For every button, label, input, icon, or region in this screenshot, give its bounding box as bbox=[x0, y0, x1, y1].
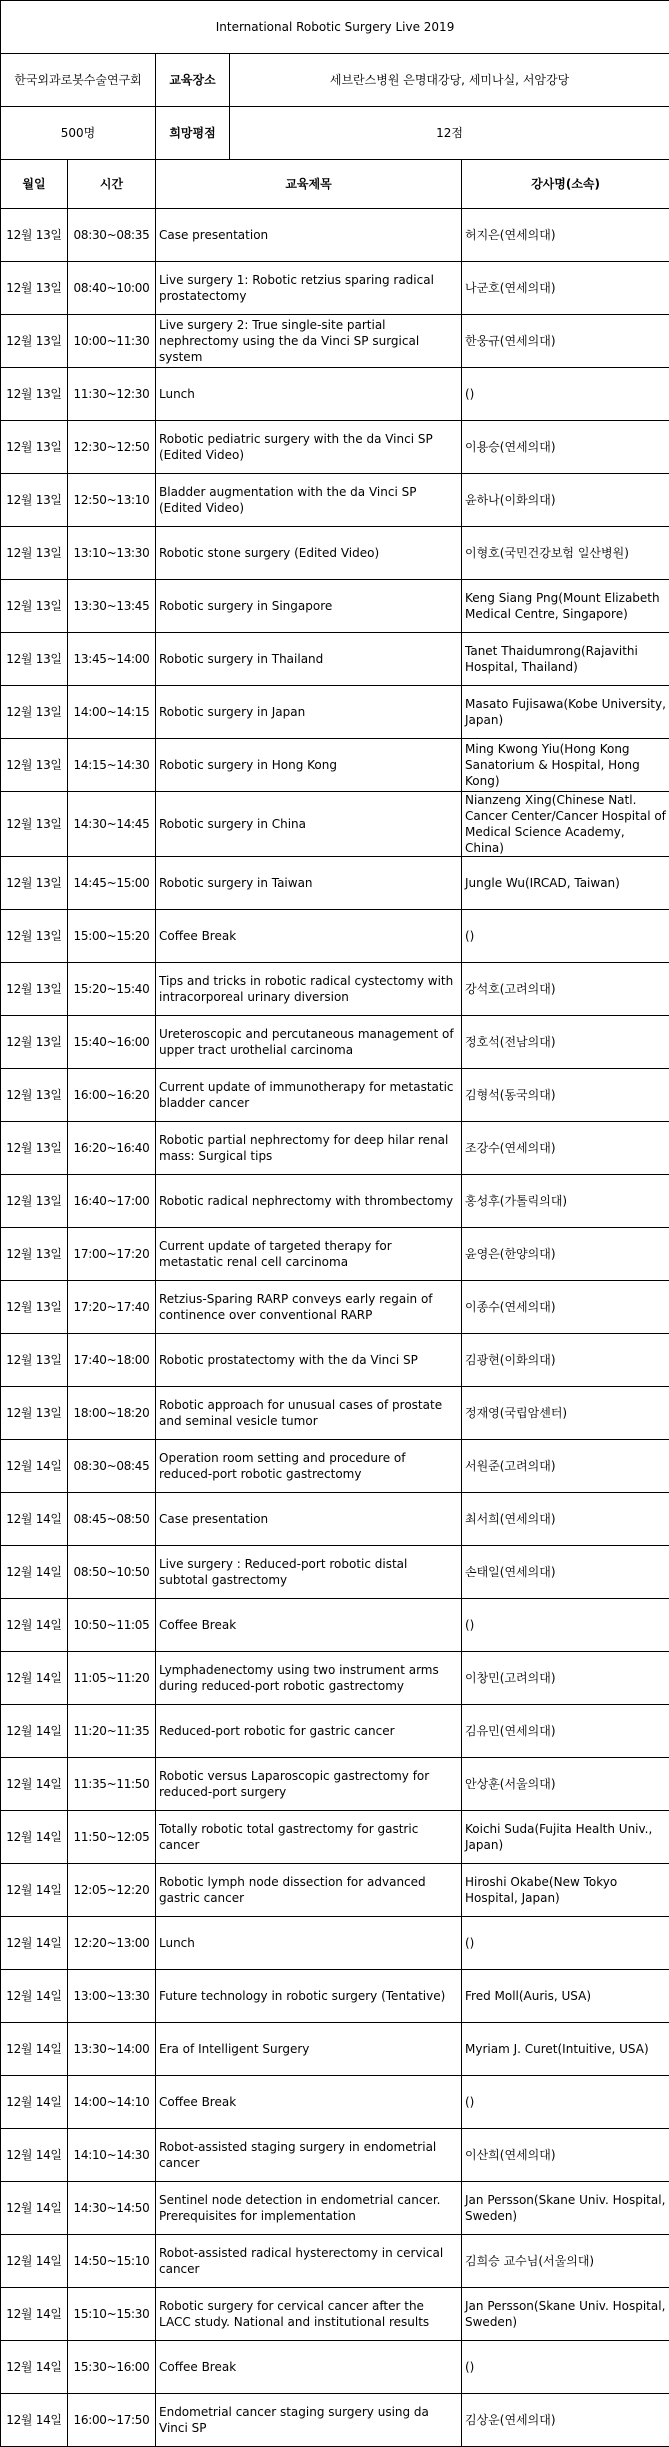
speaker-cell: 허지은(연세의대) bbox=[462, 209, 669, 262]
speaker-cell: 윤하나(이화의대) bbox=[462, 474, 669, 527]
speaker-cell: 손태일(연세의대) bbox=[462, 1546, 669, 1599]
schedule-body bbox=[1, 1, 669, 2447]
speaker-cell: 김상운(연세의대) bbox=[462, 2394, 669, 2447]
table-row bbox=[1, 1599, 669, 1652]
info-row-venue bbox=[1, 54, 669, 107]
date-cell: 12월 14일 bbox=[1, 1440, 68, 1493]
table-row bbox=[1, 686, 669, 739]
speaker-cell: 이형호(국민건강보험 일산병원) bbox=[462, 527, 669, 580]
topic-cell: Robotic versus Laparoscopic gastrectomy for reduced-port surgery bbox=[156, 1758, 462, 1811]
organizer-name: 한국외과로봇수술연구회 bbox=[1, 54, 156, 107]
date-cell: 12월 14일 bbox=[1, 2076, 68, 2129]
speaker-cell: Jungle Wu(IRCAD, Taiwan) bbox=[462, 857, 669, 910]
time-cell: 16:00~17:50 bbox=[68, 2394, 156, 2447]
speaker-cell: Tanet Thaidumrong(Rajavithi Hospital, Thailand) bbox=[462, 633, 669, 686]
time-cell: 11:35~11:50 bbox=[68, 1758, 156, 1811]
date-cell: 12월 13일 bbox=[1, 1122, 68, 1175]
time-cell: 15:00~15:20 bbox=[68, 910, 156, 963]
date-cell: 12월 13일 bbox=[1, 421, 68, 474]
time-cell: 13:10~13:30 bbox=[68, 527, 156, 580]
speaker-cell: Nianzeng Xing(Chinese Natl. Cancer Center/Cancer Hospital of Medical Science Academy, China) bbox=[462, 792, 669, 857]
topic-cell: Lunch bbox=[156, 368, 462, 421]
speaker-cell: () bbox=[462, 1917, 669, 1970]
date-cell: 12월 14일 bbox=[1, 2288, 68, 2341]
table-row bbox=[1, 963, 669, 1016]
topic-cell: Retzius-Sparing RARP conveys early regain of continence over conventional RARP bbox=[156, 1281, 462, 1334]
date-cell: 12월 13일 bbox=[1, 1228, 68, 1281]
date-cell: 12월 13일 bbox=[1, 686, 68, 739]
date-cell: 12월 14일 bbox=[1, 2182, 68, 2235]
speaker-cell: 나군호(연세의대) bbox=[462, 262, 669, 315]
date-cell: 12월 14일 bbox=[1, 1705, 68, 1758]
speaker-cell: 서원준(고려의대) bbox=[462, 1440, 669, 1493]
date-cell: 12월 14일 bbox=[1, 2129, 68, 2182]
time-cell: 14:10~14:30 bbox=[68, 2129, 156, 2182]
date-cell: 12월 14일 bbox=[1, 2235, 68, 2288]
date-cell: 12월 13일 bbox=[1, 262, 68, 315]
topic-cell: Coffee Break bbox=[156, 2076, 462, 2129]
speaker-cell: Myriam J. Curet(Intuitive, USA) bbox=[462, 2023, 669, 2076]
time-cell: 15:40~16:00 bbox=[68, 1016, 156, 1069]
topic-cell: Lymphadenectomy using two instrument arms during reduced-port robotic gastrectomy bbox=[156, 1652, 462, 1705]
topic-cell: Robotic stone surgery (Edited Video) bbox=[156, 527, 462, 580]
time-cell: 14:15~14:30 bbox=[68, 739, 156, 792]
time-cell: 08:45~08:50 bbox=[68, 1493, 156, 1546]
date-cell: 12월 13일 bbox=[1, 857, 68, 910]
date-cell: 12월 14일 bbox=[1, 1493, 68, 1546]
date-cell: 12월 13일 bbox=[1, 580, 68, 633]
table-row bbox=[1, 527, 669, 580]
time-cell: 17:40~18:00 bbox=[68, 1334, 156, 1387]
date-cell: 12월 13일 bbox=[1, 527, 68, 580]
table-row bbox=[1, 739, 669, 792]
table-row bbox=[1, 1864, 669, 1917]
topic-cell: Robot-assisted radical hysterectomy in cervical cancer bbox=[156, 2235, 462, 2288]
table-row bbox=[1, 209, 669, 262]
table-row bbox=[1, 2235, 669, 2288]
time-cell: 12:20~13:00 bbox=[68, 1917, 156, 1970]
time-cell: 16:00~16:20 bbox=[68, 1069, 156, 1122]
speaker-cell: Masato Fujisawa(Kobe University, Japan) bbox=[462, 686, 669, 739]
topic-cell: Robotic prostatectomy with the da Vinci SP bbox=[156, 1334, 462, 1387]
date-cell: 12월 13일 bbox=[1, 792, 68, 857]
topic-cell: Robotic surgery in Hong Kong bbox=[156, 739, 462, 792]
speaker-cell: Hiroshi Okabe(New Tokyo Hospital, Japan) bbox=[462, 1864, 669, 1917]
table-row bbox=[1, 2288, 669, 2341]
table-row bbox=[1, 2129, 669, 2182]
date-cell: 12월 13일 bbox=[1, 1387, 68, 1440]
speaker-cell: 윤영은(한양의대) bbox=[462, 1228, 669, 1281]
speaker-cell: () bbox=[462, 910, 669, 963]
speaker-cell: Koichi Suda(Fujita Health Univ., Japan) bbox=[462, 1811, 669, 1864]
time-cell: 10:00~11:30 bbox=[68, 315, 156, 368]
header-time: 시간 bbox=[68, 160, 156, 209]
time-cell: 14:00~14:15 bbox=[68, 686, 156, 739]
speaker-cell: 김희승 교수님(서울의대) bbox=[462, 2235, 669, 2288]
time-cell: 16:40~17:00 bbox=[68, 1175, 156, 1228]
topic-cell: Robotic approach for unusual cases of prostate and seminal vesicle tumor bbox=[156, 1387, 462, 1440]
time-cell: 17:00~17:20 bbox=[68, 1228, 156, 1281]
speaker-cell: () bbox=[462, 2076, 669, 2129]
topic-cell: Robotic radical nephrectomy with thrombectomy bbox=[156, 1175, 462, 1228]
time-cell: 11:20~11:35 bbox=[68, 1705, 156, 1758]
date-cell: 12월 14일 bbox=[1, 2341, 68, 2394]
date-cell: 12월 13일 bbox=[1, 1334, 68, 1387]
table-row bbox=[1, 633, 669, 686]
date-cell: 12월 14일 bbox=[1, 1917, 68, 1970]
time-cell: 15:10~15:30 bbox=[68, 2288, 156, 2341]
date-cell: 12월 14일 bbox=[1, 1546, 68, 1599]
topic-cell: Bladder augmentation with the da Vinci SP (Edited Video) bbox=[156, 474, 462, 527]
points-value: 12점 bbox=[230, 107, 669, 160]
topic-cell: Reduced-port robotic for gastric cancer bbox=[156, 1705, 462, 1758]
date-cell: 12월 13일 bbox=[1, 633, 68, 686]
time-cell: 08:50~10:50 bbox=[68, 1546, 156, 1599]
topic-cell: Robot-assisted staging surgery in endometrial cancer bbox=[156, 2129, 462, 2182]
date-cell: 12월 13일 bbox=[1, 474, 68, 527]
table-row bbox=[1, 792, 669, 857]
topic-cell: Coffee Break bbox=[156, 910, 462, 963]
time-cell: 08:40~10:00 bbox=[68, 262, 156, 315]
venue-value: 세브란스병원 은명대강당, 세미나실, 서암강당 bbox=[230, 54, 669, 107]
date-cell: 12월 13일 bbox=[1, 1175, 68, 1228]
time-cell: 13:30~14:00 bbox=[68, 2023, 156, 2076]
speaker-cell: Jan Persson(Skane Univ. Hospital, Sweden) bbox=[462, 2288, 669, 2341]
topic-cell: Case presentation bbox=[156, 209, 462, 262]
speaker-cell: 이창민(고려의대) bbox=[462, 1652, 669, 1705]
table-row bbox=[1, 1228, 669, 1281]
speaker-cell: 강석호(고려의대) bbox=[462, 963, 669, 1016]
table-row bbox=[1, 474, 669, 527]
header-topic: 교육제목 bbox=[156, 160, 462, 209]
time-cell: 08:30~08:45 bbox=[68, 1440, 156, 1493]
venue-label: 교육장소 bbox=[156, 54, 230, 107]
table-row bbox=[1, 1387, 669, 1440]
topic-cell: Current update of targeted therapy for metastatic renal cell carcinoma bbox=[156, 1228, 462, 1281]
speaker-cell: Keng Siang Png(Mount Elizabeth Medical Centre, Singapore) bbox=[462, 580, 669, 633]
table-row bbox=[1, 315, 669, 368]
date-cell: 12월 14일 bbox=[1, 2394, 68, 2447]
time-cell: 10:50~11:05 bbox=[68, 1599, 156, 1652]
header-speaker: 강사명(소속) bbox=[462, 160, 669, 209]
topic-cell: Robotic surgery for cervical cancer after the LACC study. National and institutional results bbox=[156, 2288, 462, 2341]
time-cell: 11:05~11:20 bbox=[68, 1652, 156, 1705]
date-cell: 12월 13일 bbox=[1, 1281, 68, 1334]
speaker-cell: 김유민(연세의대) bbox=[462, 1705, 669, 1758]
speaker-cell: Jan Persson(Skane Univ. Hospital, Sweden) bbox=[462, 2182, 669, 2235]
speaker-cell: 최서희(연세의대) bbox=[462, 1493, 669, 1546]
column-header-row bbox=[1, 160, 669, 209]
topic-cell: Live surgery 1: Robotic retzius sparing radical prostatectomy bbox=[156, 262, 462, 315]
time-cell: 12:30~12:50 bbox=[68, 421, 156, 474]
topic-cell: Live surgery 2: True single-site partial nephrectomy using the da Vinci SP surgical system bbox=[156, 315, 462, 368]
speaker-cell: 이종수(연세의대) bbox=[462, 1281, 669, 1334]
time-cell: 14:00~14:10 bbox=[68, 2076, 156, 2129]
time-cell: 08:30~08:35 bbox=[68, 209, 156, 262]
table-row bbox=[1, 1652, 669, 1705]
table-row bbox=[1, 368, 669, 421]
date-cell: 12월 13일 bbox=[1, 739, 68, 792]
table-row bbox=[1, 1016, 669, 1069]
topic-cell: Case presentation bbox=[156, 1493, 462, 1546]
info-row-capacity bbox=[1, 107, 669, 160]
time-cell: 12:50~13:10 bbox=[68, 474, 156, 527]
date-cell: 12월 13일 bbox=[1, 1069, 68, 1122]
time-cell: 13:45~14:00 bbox=[68, 633, 156, 686]
date-cell: 12월 14일 bbox=[1, 1652, 68, 1705]
speaker-cell: Fred Moll(Auris, USA) bbox=[462, 1970, 669, 2023]
topic-cell: Robotic partial nephrectomy for deep hilar renal mass: Surgical tips bbox=[156, 1122, 462, 1175]
table-row bbox=[1, 1917, 669, 1970]
time-cell: 12:05~12:20 bbox=[68, 1864, 156, 1917]
topic-cell: Operation room setting and procedure of reduced-port robotic gastrectomy bbox=[156, 1440, 462, 1493]
topic-cell: Lunch bbox=[156, 1917, 462, 1970]
table-row bbox=[1, 857, 669, 910]
speaker-cell: 홍성후(가톨릭의대) bbox=[462, 1175, 669, 1228]
topic-cell: Robotic surgery in Thailand bbox=[156, 633, 462, 686]
time-cell: 11:50~12:05 bbox=[68, 1811, 156, 1864]
speaker-cell: 정재영(국립암센터) bbox=[462, 1387, 669, 1440]
date-cell: 12월 14일 bbox=[1, 1599, 68, 1652]
table-row bbox=[1, 1811, 669, 1864]
header-date: 월일 bbox=[1, 160, 68, 209]
date-cell: 12월 14일 bbox=[1, 1758, 68, 1811]
time-cell: 15:20~15:40 bbox=[68, 963, 156, 1016]
topic-cell: Robotic lymph node dissection for advanced gastric cancer bbox=[156, 1864, 462, 1917]
time-cell: 17:20~17:40 bbox=[68, 1281, 156, 1334]
topic-cell: Coffee Break bbox=[156, 1599, 462, 1652]
date-cell: 12월 14일 bbox=[1, 1970, 68, 2023]
time-cell: 14:30~14:50 bbox=[68, 2182, 156, 2235]
date-cell: 12월 13일 bbox=[1, 910, 68, 963]
speaker-cell: () bbox=[462, 1599, 669, 1652]
date-cell: 12월 14일 bbox=[1, 1811, 68, 1864]
topic-cell: Coffee Break bbox=[156, 2341, 462, 2394]
date-cell: 12월 13일 bbox=[1, 315, 68, 368]
topic-cell: Robotic surgery in Taiwan bbox=[156, 857, 462, 910]
table-row bbox=[1, 1970, 669, 2023]
topic-cell: Current update of immunotherapy for metastatic bladder cancer bbox=[156, 1069, 462, 1122]
table-row bbox=[1, 2182, 669, 2235]
topic-cell: Sentinel node detection in endometrial cancer. Prerequisites for implementation bbox=[156, 2182, 462, 2235]
table-row bbox=[1, 1493, 669, 1546]
table-row bbox=[1, 1758, 669, 1811]
date-cell: 12월 13일 bbox=[1, 963, 68, 1016]
speaker-cell: 이산희(연세의대) bbox=[462, 2129, 669, 2182]
speaker-cell: Ming Kwong Yiu(Hong Kong Sanatorium & Hospital, Hong Kong) bbox=[462, 739, 669, 792]
speaker-cell: 한웅규(연세의대) bbox=[462, 315, 669, 368]
table-row bbox=[1, 910, 669, 963]
time-cell: 14:30~14:45 bbox=[68, 792, 156, 857]
table-row bbox=[1, 1069, 669, 1122]
table-row bbox=[1, 1440, 669, 1493]
time-cell: 13:30~13:45 bbox=[68, 580, 156, 633]
topic-cell: Future technology in robotic surgery (Tentative) bbox=[156, 1970, 462, 2023]
topic-cell: Robotic surgery in China bbox=[156, 792, 462, 857]
topic-cell: Robotic surgery in Singapore bbox=[156, 580, 462, 633]
topic-cell: Robotic pediatric surgery with the da Vinci SP (Edited Video) bbox=[156, 421, 462, 474]
table-row bbox=[1, 1122, 669, 1175]
time-cell: 18:00~18:20 bbox=[68, 1387, 156, 1440]
table-row bbox=[1, 1334, 669, 1387]
date-cell: 12월 14일 bbox=[1, 1864, 68, 1917]
topic-cell: Endometrial cancer staging surgery using da Vinci SP bbox=[156, 2394, 462, 2447]
speaker-cell: 김광현(이화의대) bbox=[462, 1334, 669, 1387]
topic-cell: Tips and tricks in robotic radical cystectomy with intracorporeal urinary diversion bbox=[156, 963, 462, 1016]
table-row bbox=[1, 1546, 669, 1599]
time-cell: 16:20~16:40 bbox=[68, 1122, 156, 1175]
table-row bbox=[1, 2341, 669, 2394]
date-cell: 12월 14일 bbox=[1, 2023, 68, 2076]
page-title: International Robotic Surgery Live 2019 bbox=[1, 1, 669, 54]
speaker-cell: () bbox=[462, 2341, 669, 2394]
time-cell: 13:00~13:30 bbox=[68, 1970, 156, 2023]
table-row bbox=[1, 2076, 669, 2129]
table-row bbox=[1, 1705, 669, 1758]
speaker-cell: 안상훈(서울의대) bbox=[462, 1758, 669, 1811]
table-row bbox=[1, 1175, 669, 1228]
speaker-cell: 조강수(연세의대) bbox=[462, 1122, 669, 1175]
date-cell: 12월 13일 bbox=[1, 1016, 68, 1069]
date-cell: 12월 13일 bbox=[1, 368, 68, 421]
table-row bbox=[1, 580, 669, 633]
speaker-cell: 이용승(연세의대) bbox=[462, 421, 669, 474]
speaker-cell: 김형석(동국의대) bbox=[462, 1069, 669, 1122]
topic-cell: Totally robotic total gastrectomy for gastric cancer bbox=[156, 1811, 462, 1864]
topic-cell: Ureteroscopic and percutaneous management of upper tract urothelial carcinoma bbox=[156, 1016, 462, 1069]
speaker-cell: () bbox=[462, 368, 669, 421]
capacity-value: 500명 bbox=[1, 107, 156, 160]
topic-cell: Era of Intelligent Surgery bbox=[156, 2023, 462, 2076]
title-row bbox=[1, 1, 669, 54]
table-row bbox=[1, 1281, 669, 1334]
table-row bbox=[1, 262, 669, 315]
topic-cell: Live surgery : Reduced-port robotic distal subtotal gastrectomy bbox=[156, 1546, 462, 1599]
date-cell: 12월 13일 bbox=[1, 209, 68, 262]
time-cell: 14:50~15:10 bbox=[68, 2235, 156, 2288]
speaker-cell: 정호석(전남의대) bbox=[462, 1016, 669, 1069]
table-row bbox=[1, 421, 669, 474]
time-cell: 14:45~15:00 bbox=[68, 857, 156, 910]
time-cell: 15:30~16:00 bbox=[68, 2341, 156, 2394]
points-label: 희망평점 bbox=[156, 107, 230, 160]
topic-cell: Robotic surgery in Japan bbox=[156, 686, 462, 739]
table-row bbox=[1, 2023, 669, 2076]
time-cell: 11:30~12:30 bbox=[68, 368, 156, 421]
